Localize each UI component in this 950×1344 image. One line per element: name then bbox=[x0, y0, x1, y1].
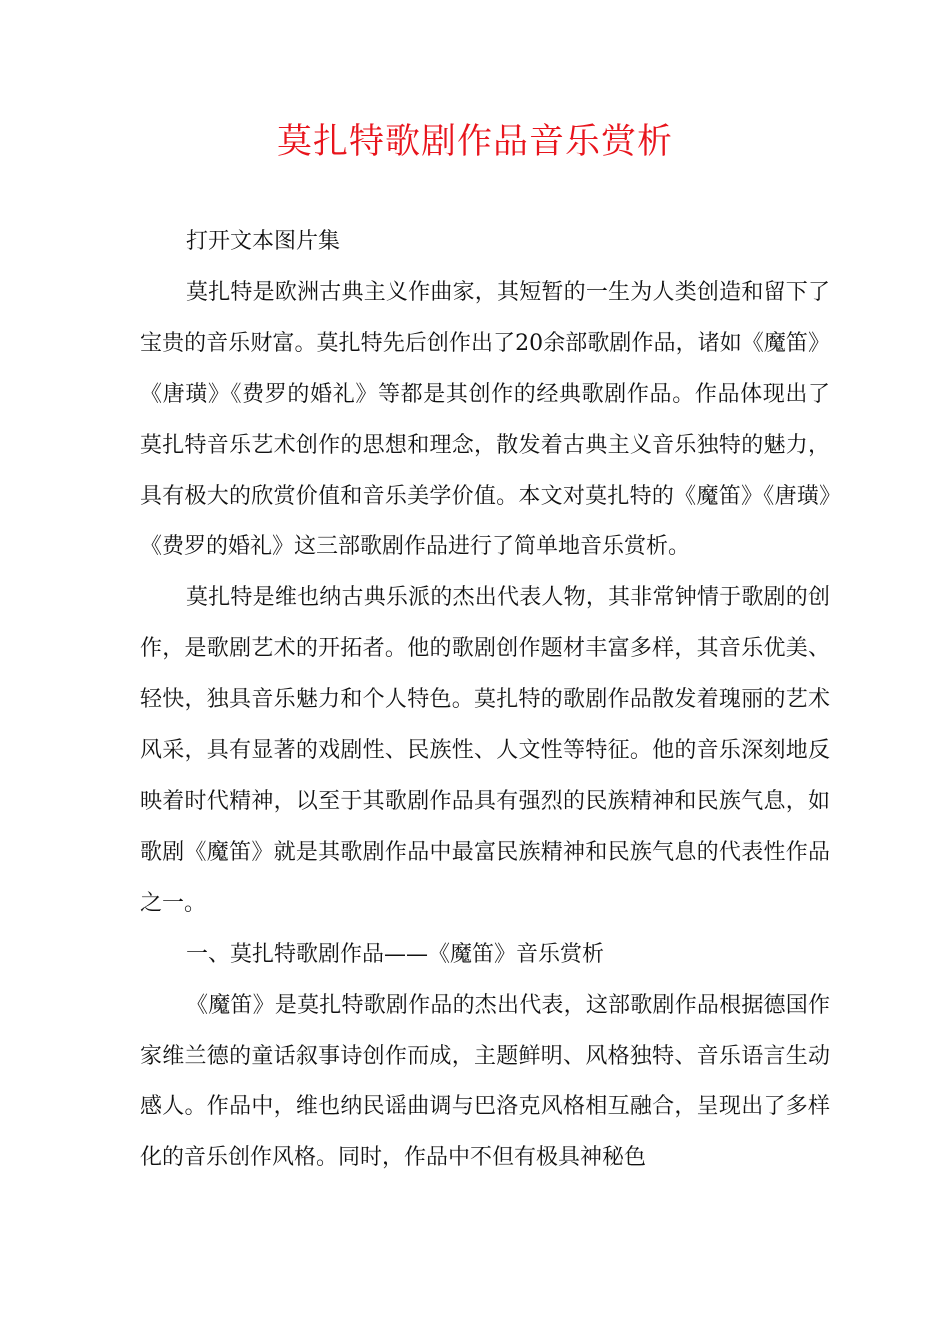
paragraph-intro-caption: 打开文本图片集 bbox=[186, 229, 341, 254]
document-title: 莫扎特歌剧作品音乐赏析 bbox=[276, 122, 673, 162]
section-heading-1: 一、莫扎特歌剧作品——《魔笛》音乐赏析 bbox=[186, 941, 605, 967]
paragraph-introduction: 莫扎特是维也纳古典乐派的杰出代表人物，其非常钟情于歌剧的创作，是歌剧艺术的开拓者。他的歌剧创作题材丰富多样，其音乐优美、轻快，独具音乐魅力和个人特色。莫扎特的歌剧作品散发着瑰丽的艺术风采，具有显著的戏剧性、民族性、人文性等特征。他的音乐深刻地反映着时代精神，以至于其歌剧作品具有强烈的民族精神和民族气息，如歌剧《魔笛》就是其歌剧作品中最富民族精神和民族气息的代表性作品之一。 bbox=[140, 585, 830, 916]
document-body bbox=[140, 217, 830, 1184]
paragraph-abstract: 莫扎特是欧洲古典主义作曲家，其短暂的一生为人类创造和留下了宝贵的音乐财富。莫扎特先后创作出了20余部歌剧作品，诸如《魔笛》《唐璜》《费罗的婚礼》等都是其创作的经典歌剧作品。作品体现出了莫扎特音乐艺术创作的思想和理念，散发着古典主义音乐独特的魅力，具有极大的欣赏价值和音乐美学价值。本文对莫扎特的《魔笛》《唐璜》《费罗的婚礼》这三部歌剧作品进行了简单地音乐赏析。 bbox=[140, 279, 830, 560]
paragraph-section-1: 《魔笛》是莫扎特歌剧作品的杰出代表，这部歌剧作品根据德国作家维兰德的童话叙事诗创作而成，主题鲜明、风格独特、音乐语言生动感人。作品中，维也纳民谣曲调与巴洛克风格相互融合，呈现出了多样化的音乐创作风格。同时，作品中不但有极具神秘色 bbox=[140, 992, 830, 1171]
